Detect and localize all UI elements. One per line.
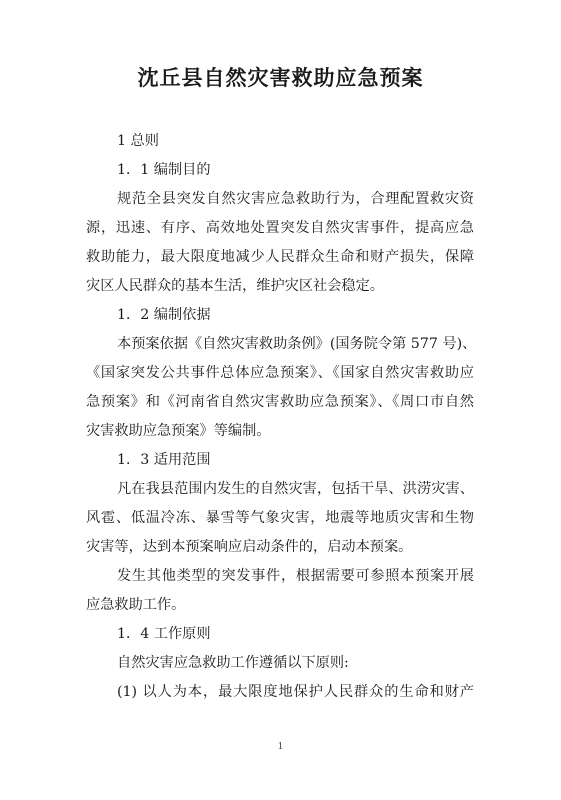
paragraph-line: 《国家突发公共事件总体应急预案》、《国家自然灾害救助应 — [86, 365, 474, 381]
paragraph-line: 本预案依据《自然灾害救助条例》(国务院令第 577 号)、 — [117, 336, 477, 352]
subsection-heading: 1．1 编制目的 — [117, 162, 211, 178]
subsection-heading: 1．3 适用范围 — [117, 452, 211, 468]
paragraph-line: (1) 以人为本，最大限度地保护人民群众的生命和财产 — [117, 684, 474, 700]
paragraph-line: 灾区人民群众的基本生活，维护灾区社会稳定。 — [86, 278, 384, 294]
paragraph-line: 灾害等，达到本预案响应启动条件的，启动本预案。 — [86, 539, 413, 555]
page-number: 1 — [277, 742, 284, 752]
paragraph-line: 救助能力，最大限度地减少人民群众生命和财产损失，保障 — [86, 249, 474, 265]
document-title: 沈丘县自然灾害救助应急预案 — [137, 66, 424, 90]
paragraph-line: 规范全县突发自然灾害应急救助行为，合理配置救灾资 — [117, 191, 474, 207]
paragraph-line: 凡在我县范围内发生的自然灾害，包括干旱、洪涝灾害、 — [117, 481, 474, 497]
paragraph-line: 发生其他类型的突发事件，根据需要可参照本预案开展 — [117, 568, 474, 584]
paragraph-line: 应急救助工作。 — [86, 597, 186, 613]
paragraph-line: 灾害救助应急预案》等编制。 — [86, 423, 271, 439]
subsection-heading: 1．2 编制依据 — [117, 307, 211, 323]
paragraph-line: 急预案》和《河南省自然灾害救助应急预案》、《周口市自然 — [86, 394, 474, 410]
subsection-heading: 1．4 工作原则 — [117, 626, 211, 642]
paragraph-line: 风雹、低温冷冻、暴雪等气象灾害，地震等地质灾害和生物 — [86, 510, 474, 526]
paragraph-line: 自然灾害应急救助工作遵循以下原则: — [117, 655, 349, 671]
paragraph-line: 源，迅速、有序、高效地处置突发自然灾害事件，提高应急 — [86, 220, 474, 236]
section-heading: 1 总则 — [117, 133, 159, 149]
